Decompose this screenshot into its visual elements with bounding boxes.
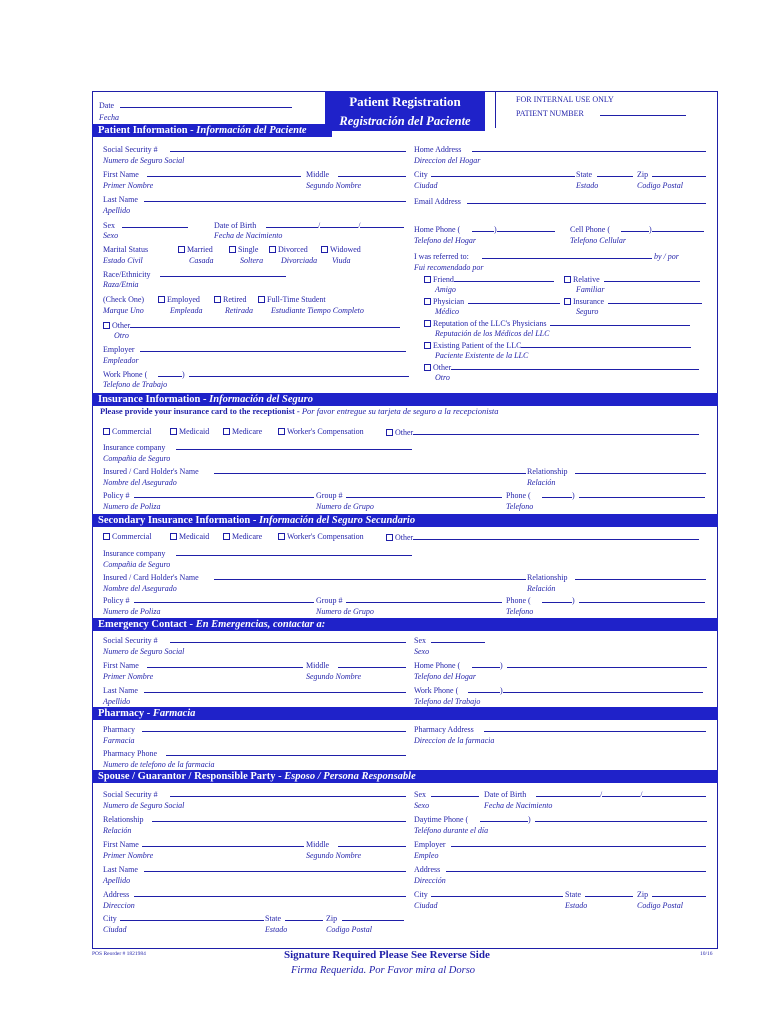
patient-number-field[interactable] — [600, 108, 686, 119]
em-work-phone-es: Telefono del Trabajo — [414, 697, 481, 706]
last-name-es: Apellido — [103, 206, 131, 215]
ins-holder-es: Nombre del Asegurado — [103, 478, 177, 487]
race-field[interactable] — [160, 269, 286, 280]
em-work-phone-field[interactable]: ) — [468, 685, 703, 696]
pharmacy-address-es: Direccion de la farmacia — [414, 736, 495, 745]
sex-label: Sex — [103, 221, 115, 230]
sec-holder-field[interactable] — [214, 572, 526, 583]
widowed-checkbox[interactable] — [321, 245, 361, 255]
internal-use-label: FOR INTERNAL USE ONLY — [516, 95, 614, 104]
sec-policy-field[interactable] — [134, 595, 314, 606]
em-first-name-field[interactable] — [147, 660, 303, 671]
em-home-phone-es: Telefono del Hogar — [414, 672, 476, 681]
workers-comp-label: Worker's Compensation — [287, 427, 364, 436]
pharmacy-label: Pharmacy — [103, 725, 135, 734]
ins-relationship-label: Relationship — [527, 467, 568, 476]
em-middle-label: Middle — [306, 661, 330, 670]
reorder-number: POS Reorder # 1821984 — [92, 951, 146, 957]
retired-checkbox[interactable] — [214, 295, 247, 305]
sp-emp-city-field[interactable] — [431, 889, 563, 900]
em-sex-es: Sexo — [414, 647, 430, 656]
sp-employer-field[interactable] — [451, 839, 706, 850]
first-name-field[interactable] — [147, 169, 301, 180]
ins-company-field[interactable] — [176, 442, 412, 453]
middle-es: Segundo Nombre — [306, 181, 362, 190]
insurance-info-bar — [92, 393, 718, 406]
sp-daytime-phone-label: Daytime Phone ( — [414, 815, 469, 824]
retired-label: Retired — [223, 295, 247, 304]
commercial-label: Commercial — [112, 427, 152, 436]
em-home-phone-label: Home Phone ( — [414, 661, 461, 670]
patient-info-bar — [92, 124, 332, 137]
em-ssn-label: Social Security # — [103, 636, 158, 645]
sp-daytime-phone-es: Teléfono durante el día — [414, 826, 489, 835]
sec-company-label: Insurance company — [103, 549, 166, 558]
instr-es: Por favor entregue su tarjeta de seguro a la recepcionista — [301, 406, 499, 416]
sec-policy-label: Policy # — [103, 596, 130, 605]
zip-label: Zip — [637, 170, 649, 179]
ins-medicaid-checkbox[interactable] — [170, 427, 209, 437]
spouse-bar — [92, 770, 718, 783]
sp-zip-field[interactable] — [342, 913, 404, 924]
work-phone-label: Work Phone ( — [103, 370, 148, 379]
ins-company-label: Insurance company — [103, 443, 166, 452]
sp-middle-label: Middle — [306, 840, 330, 849]
title-en: Patient Registration — [349, 94, 461, 109]
sp-ssn-field[interactable] — [170, 789, 406, 800]
signature-required-es: Firma Requerida. Por Favor mira al Dorso — [291, 965, 476, 976]
pharmacy-address-field[interactable] — [484, 724, 706, 735]
sp-middle-field[interactable] — [338, 839, 406, 850]
single-checkbox[interactable] — [229, 245, 258, 255]
sp-first-name-label: First Name — [103, 840, 139, 849]
physician-es: Médico — [435, 307, 459, 316]
student-label: Full-Time Student — [267, 295, 326, 304]
student-es: Estudiante Tiempo Completo — [271, 306, 364, 315]
sp-daytime-phone-field[interactable]: ) — [480, 814, 707, 825]
ins-phone-label: Phone ( — [506, 491, 531, 500]
sec-group-field[interactable] — [346, 595, 502, 606]
relative-checkbox[interactable] — [564, 274, 700, 285]
sp-sex-field[interactable] — [431, 789, 479, 800]
em-ssn-es: Numero de Seguro Social — [103, 647, 185, 656]
sec-medicaid-checkbox[interactable] — [170, 532, 209, 542]
medicare-label: Medicare — [232, 532, 263, 541]
relative-label: Relative — [573, 275, 600, 284]
ins-other-checkbox[interactable] — [386, 427, 699, 438]
sp-state-field[interactable] — [285, 913, 323, 924]
friend-label: Friend — [433, 275, 454, 284]
em-last-name-es: Apellido — [103, 697, 131, 706]
middle-field[interactable] — [338, 169, 406, 180]
ins-relationship-field[interactable] — [575, 466, 706, 477]
bar-text: Secondary Insurance Information - — [98, 515, 260, 526]
cell-phone-es: Telefono Cellular — [570, 236, 626, 245]
sp-zip-es: Codigo Postal — [326, 925, 373, 934]
sec-relationship-es: Relación — [527, 584, 556, 593]
sp-emp-state-es: Estado — [565, 901, 588, 910]
reputation-checkbox[interactable] — [424, 318, 690, 329]
internal-use-box — [495, 92, 718, 128]
married-label: Married — [187, 245, 213, 254]
ssn-label: Social Security # — [103, 145, 158, 154]
em-last-name-field[interactable] — [144, 685, 406, 696]
ssn-field[interactable] — [170, 144, 406, 155]
pharmacy-bar — [92, 707, 718, 720]
city-field[interactable] — [431, 169, 575, 180]
work-phone-field[interactable]: ) — [158, 369, 409, 380]
employed-es: Empleada — [170, 306, 203, 315]
ref-other-checkbox[interactable] — [424, 362, 699, 373]
single-es: Soltera — [240, 256, 264, 265]
sp-employer-address-label: Address — [414, 865, 441, 874]
state-es: Estado — [576, 181, 599, 190]
sp-last-name-field[interactable] — [144, 864, 406, 875]
bar-text-es: Esposo / Persona Responsable — [284, 771, 416, 782]
referred-label: I was referred to: — [414, 252, 469, 261]
last-name-field[interactable] — [144, 194, 406, 205]
sp-dob-es: Fecha de Nacimiento — [484, 801, 553, 810]
ins-company-es: Compañia de Seguro — [103, 454, 171, 463]
check-one-es: Marque Uno — [103, 306, 144, 315]
bar-text: Patient Information - — [98, 125, 197, 136]
home-phone-es: Telefono del Hogar — [414, 236, 476, 245]
sp-emp-zip-es: Codigo Postal — [637, 901, 684, 910]
home-phone-label: Home Phone ( — [414, 225, 461, 234]
patient-number-label: PATIENT NUMBER — [516, 109, 584, 118]
ins-group-label: Group # — [316, 491, 343, 500]
bar-text: Insurance Information - — [98, 394, 210, 405]
cell-phone-label: Cell Phone ( — [570, 225, 610, 234]
existing-es: Paciente Existente de la LLC — [435, 351, 529, 360]
bar-text: Spouse / Guarantor / Responsible Party - — [98, 771, 285, 782]
secondary-insurance-bar — [92, 514, 718, 527]
sp-state-label: State — [265, 914, 281, 923]
sec-holder-label: Insured / Card Holder's Name — [103, 573, 199, 582]
sec-commercial-checkbox[interactable] — [103, 532, 152, 542]
sp-sex-es: Sexo — [414, 801, 430, 810]
sec-holder-es: Nombre del Asegurado — [103, 584, 177, 593]
reputation-label: Reputation of the LLC's Physicians — [433, 319, 547, 328]
em-middle-es: Segundo Nombre — [306, 672, 362, 681]
email-field[interactable] — [467, 196, 706, 207]
sp-state-es: Estado — [265, 925, 288, 934]
sp-dob-field[interactable]: / / — [536, 789, 706, 800]
marital-es: Estado Civil — [103, 256, 143, 265]
other-label: Other — [112, 321, 131, 330]
employed-label: Employed — [167, 295, 200, 304]
sp-last-name-label: Last Name — [103, 865, 138, 874]
sp-relationship-field[interactable] — [152, 814, 406, 825]
employed-checkbox[interactable] — [158, 295, 200, 305]
first-name-es: Primer Nombre — [103, 181, 154, 190]
medicaid-label: Medicaid — [179, 427, 210, 436]
widowed-label: Widowed — [330, 245, 361, 254]
city-es: Ciudad — [414, 181, 438, 190]
married-es: Casada — [189, 256, 214, 265]
medicaid-label: Medicaid — [179, 532, 210, 541]
commercial-label: Commercial — [112, 532, 152, 541]
em-work-phone-label: Work Phone ( — [414, 686, 459, 695]
home-address-field[interactable] — [472, 144, 706, 155]
emergency-contact-bar — [92, 618, 718, 631]
employer-label: Employer — [103, 345, 135, 354]
ins-group-es: Numero de Grupo — [316, 502, 374, 511]
ins-relationship-es: Relación — [527, 478, 556, 487]
sp-emp-zip-field[interactable] — [652, 889, 706, 900]
sp-ssn-label: Social Security # — [103, 790, 158, 799]
home-phone-field[interactable]: ) — [472, 224, 555, 235]
pharmacy-field[interactable] — [142, 724, 406, 735]
existing-checkbox[interactable] — [424, 340, 691, 351]
em-last-name-label: Last Name — [103, 686, 138, 695]
sec-group-label: Group # — [316, 596, 343, 605]
sp-relationship-es: Relación — [103, 826, 132, 835]
em-home-phone-field[interactable]: ) — [472, 660, 707, 671]
email-label: Email Address — [414, 197, 461, 206]
sp-employer-es: Empleo — [414, 851, 439, 860]
cell-phone-field[interactable]: ) — [621, 224, 704, 235]
ins-group-field[interactable] — [346, 490, 502, 501]
insurance-label: Insurance — [573, 297, 605, 306]
zip-field[interactable] — [652, 169, 706, 180]
ins-workers-comp-checkbox[interactable] — [278, 427, 364, 437]
sec-other-label: Other — [395, 533, 414, 542]
existing-label: Existing Patient of the LLC — [433, 341, 522, 350]
date-label-es: Fecha — [99, 113, 119, 122]
pharmacy-phone-label: Pharmacy Phone — [103, 749, 157, 758]
em-middle-field[interactable] — [338, 660, 406, 671]
middle-label: Middle — [306, 170, 330, 179]
race-label: Race/Ethnicity — [103, 270, 151, 279]
sp-address-field[interactable] — [134, 889, 406, 900]
sp-first-name-es: Primer Nombre — [103, 851, 154, 860]
sec-policy-es: Numero de Poliza — [103, 607, 161, 616]
referred-es: Fui recomendado por — [414, 263, 484, 272]
sp-middle-es: Segundo Nombre — [306, 851, 362, 860]
last-name-label: Last Name — [103, 195, 138, 204]
other-es: Otro — [114, 331, 129, 340]
sp-address-label: Address — [103, 890, 130, 899]
home-address-es: Direccion del Hogar — [414, 156, 481, 165]
divorced-es: Divorciada — [281, 256, 318, 265]
employer-field[interactable] — [140, 344, 406, 355]
sec-company-field[interactable] — [176, 548, 412, 559]
ins-phone-es: Telefono — [506, 502, 534, 511]
sec-phone-label: Phone ( — [506, 596, 531, 605]
ins-policy-es: Numero de Poliza — [103, 502, 161, 511]
ins-holder-field[interactable] — [214, 466, 526, 477]
sec-group-es: Numero de Grupo — [316, 607, 374, 616]
sp-first-name-field[interactable] — [142, 839, 304, 850]
sp-sex-label: Sex — [414, 790, 426, 799]
pharmacy-phone-field[interactable] — [166, 748, 406, 759]
ins-other-label: Other — [395, 428, 414, 437]
ins-medicare-checkbox[interactable] — [223, 427, 262, 437]
sec-workers-comp-checkbox[interactable] — [278, 532, 364, 542]
bar-text-es: En Emergencias, contactar a: — [195, 619, 326, 630]
workers-comp-label: Worker's Compensation — [287, 532, 364, 541]
instr-en: Please provide your insurance card to the receptionist - — [100, 406, 302, 416]
check-one-label: (Check One) — [103, 295, 145, 304]
state-field[interactable] — [597, 169, 633, 180]
friend-checkbox[interactable] — [424, 274, 554, 285]
sp-emp-zip-label: Zip — [637, 890, 649, 899]
retired-es: Retirada — [225, 306, 253, 315]
sp-emp-state-label: State — [565, 890, 581, 899]
bar-text-es: Información del Paciente — [196, 125, 307, 136]
dob-es: Fecha de Nacimiento — [214, 231, 283, 240]
race-es: Raza/Etnia — [103, 280, 139, 289]
sp-last-name-es: Apellido — [103, 876, 131, 885]
physician-label: Physician — [433, 297, 465, 306]
state-label: State — [576, 170, 592, 179]
insurance-instruction — [100, 406, 499, 416]
em-first-name-es: Primer Nombre — [103, 672, 154, 681]
bar-text-es: Información del Seguro — [209, 394, 313, 405]
sec-phone-es: Telefono — [506, 607, 534, 616]
form-title — [325, 91, 485, 131]
em-first-name-label: First Name — [103, 661, 139, 670]
sp-city-field[interactable] — [120, 913, 264, 924]
ins-policy-field[interactable] — [134, 490, 314, 501]
ins-phone-field[interactable]: ) — [542, 490, 705, 501]
widowed-es: Viuda — [332, 256, 351, 265]
sec-relationship-field[interactable] — [575, 572, 706, 583]
reputation-es: Reputación de los Médicos del LLC — [435, 329, 550, 338]
insurance-checkbox[interactable] — [564, 296, 702, 307]
married-checkbox[interactable] — [178, 245, 213, 255]
ref-other-es: Otro — [435, 373, 450, 382]
sp-relationship-label: Relationship — [103, 815, 144, 824]
em-ssn-field[interactable] — [170, 635, 406, 646]
ins-commercial-checkbox[interactable] — [103, 427, 152, 437]
sp-zip-label: Zip — [326, 914, 338, 923]
pharmacy-phone-es: Numero de telefono de la farmacia — [103, 760, 215, 769]
ssn-label-es: Numero de Seguro Social — [103, 156, 185, 165]
sp-address-es: Direccion — [103, 901, 135, 910]
pharmacy-es: Farmacia — [103, 736, 135, 745]
bar-text-es: Farmacia — [152, 708, 196, 719]
sp-employer-address-field[interactable] — [446, 864, 706, 875]
sp-city-label: City — [103, 914, 117, 923]
em-sex-label: Sex — [414, 636, 426, 645]
first-name-label: First Name — [103, 170, 139, 179]
sec-medicare-checkbox[interactable] — [223, 532, 262, 542]
referred-field[interactable] — [482, 251, 652, 262]
bar-text: Emergency Contact - — [98, 619, 196, 630]
referred-by-label: by / por — [654, 252, 679, 261]
bar-text: Pharmacy - — [98, 708, 153, 719]
sp-employer-label: Employer — [414, 840, 446, 849]
zip-es: Codigo Postal — [637, 181, 684, 190]
friend-es: Amigo — [435, 285, 456, 294]
divorced-label: Divorced — [278, 245, 308, 254]
sp-ssn-es: Numero de Seguro Social — [103, 801, 185, 810]
sec-relationship-label: Relationship — [527, 573, 568, 582]
medicare-label: Medicare — [232, 427, 263, 436]
ref-other-label: Other — [433, 363, 452, 372]
dob-label: Date of Birth — [214, 221, 257, 230]
sp-emp-city-label: City — [414, 890, 428, 899]
pharmacy-address-label: Pharmacy Address — [414, 725, 474, 734]
sp-emp-city-es: Ciudad — [414, 901, 438, 910]
form-code: 10/16 — [700, 951, 713, 957]
bar-text-es: Información del Seguro Secundario — [259, 515, 416, 526]
sex-es: Sexo — [103, 231, 119, 240]
insurance-es: Seguro — [576, 307, 599, 316]
ins-policy-label: Policy # — [103, 491, 130, 500]
student-checkbox[interactable] — [258, 295, 326, 305]
sp-emp-state-field[interactable] — [585, 889, 633, 900]
city-label: City — [414, 170, 428, 179]
physician-checkbox[interactable] — [424, 296, 560, 307]
sec-other-checkbox[interactable] — [386, 532, 699, 543]
sec-company-es: Compañia de Seguro — [103, 560, 171, 569]
dob-field[interactable]: / / — [266, 220, 404, 231]
single-label: Single — [238, 245, 259, 254]
divorced-checkbox[interactable] — [269, 245, 308, 255]
work-phone-es: Telefono de Trabajo — [103, 380, 168, 389]
signature-required: Signature Required Please See Reverse Side — [284, 949, 490, 961]
sp-employer-address-es: Dirección — [414, 876, 446, 885]
sex-field[interactable] — [122, 220, 188, 231]
home-address-label: Home Address — [414, 145, 462, 154]
marital-label: Marital Status — [103, 245, 149, 254]
title-es: Registración del Paciente — [339, 114, 471, 128]
em-sex-field[interactable] — [431, 635, 485, 646]
sec-phone-field[interactable]: ) — [542, 595, 705, 606]
date-label: Date — [99, 101, 115, 110]
employer-es: Empleador — [103, 356, 139, 365]
relative-es: Familiar — [576, 285, 605, 294]
ins-holder-label: Insured / Card Holder's Name — [103, 467, 199, 476]
sp-city-es: Ciudad — [103, 925, 127, 934]
sp-dob-label: Date of Birth — [484, 790, 527, 799]
other-checkbox[interactable] — [103, 320, 400, 331]
